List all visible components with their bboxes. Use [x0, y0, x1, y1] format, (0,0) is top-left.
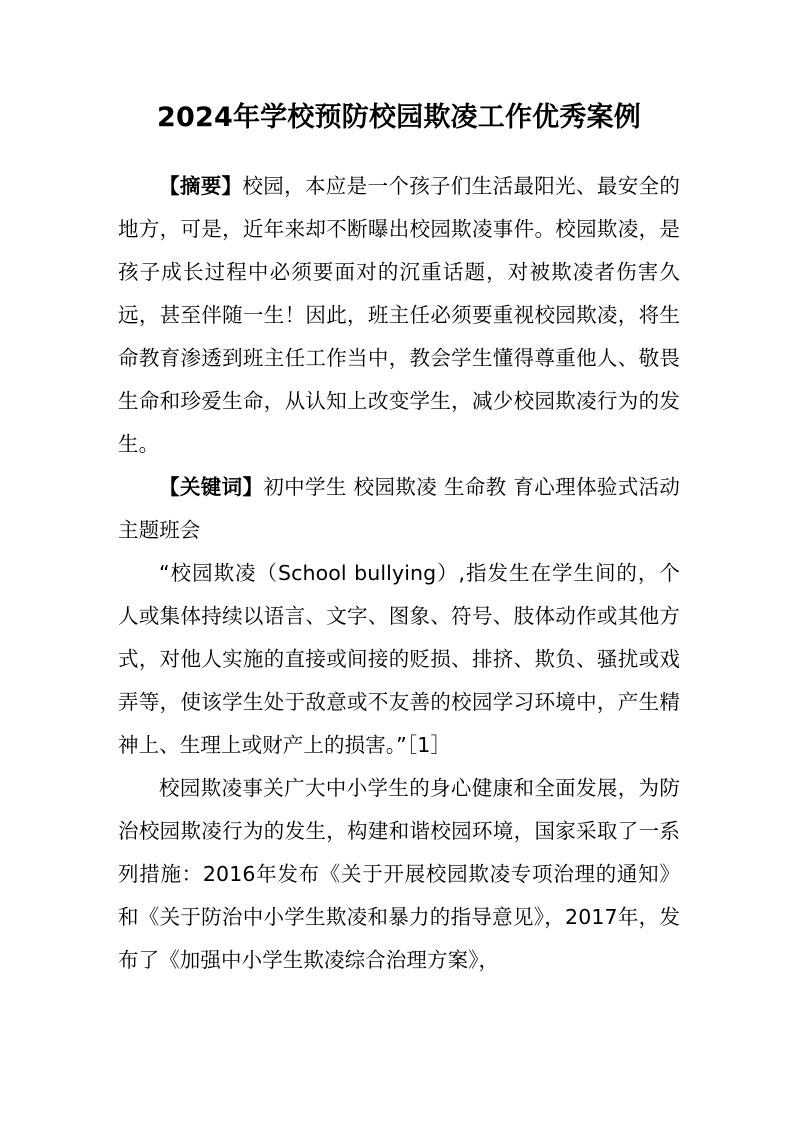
keywords-label: 【关键词】: [159, 475, 264, 499]
keywords-text: 初中学生 校园欺凌 生命教 育心理体验式活动主题班会: [118, 475, 681, 542]
abstract-text: 校园，本应是一个孩子们生活最阳光、最安全的地方，可是，近年来却不断曝出校园欺凌事件。校园欺凌，是孩子成长过程中必须要面对的沉重话题，对被欺凌者伤害久远，甚至伴随一生！因此，班主任必须要重视校园欺凌，将生命教育渗透到班主任工作当中，教会学生懂得尊重他人、敬畏生命和珍爱生命，从认知上改变学生，减少校园欺凌行为的发生。: [118, 174, 680, 456]
page-title: 2024年学校预防校园欺凌工作优秀案例: [157, 102, 641, 133]
abstract-label: 【摘要】: [159, 174, 243, 198]
policy-measures-paragraph: 校园欺凌事关广大中小学生的身心健康和全面发展，为防治校园欺凌行为的发生，构建和谐校园环境，国家采取了一系列措施：2016年发布《关于开展校园欺凌专项治理的通知》和《关于防治中小学生欺凌和暴力的指导意见》，2017年，发布了《加强中小学生欺凌综合治理方案》，: [118, 776, 680, 972]
document-content: [118, 0, 680, 982]
abstract-paragraph: [118, 165, 680, 466]
definition-quote-paragraph: “校园欺凌（School bullying）,指发生在学生间的，个人或集体持续以语言、文字、图象、符号、肢体动作或其他方式，对他人实施的直接或间接的贬损、排挤、欺负、骚扰或戏弄等，使该学生处于敌意或不友善的校园学习环境中，产生精神上、生理上或财产上的损害。”［1］: [118, 561, 680, 757]
keywords-paragraph: [118, 466, 680, 552]
